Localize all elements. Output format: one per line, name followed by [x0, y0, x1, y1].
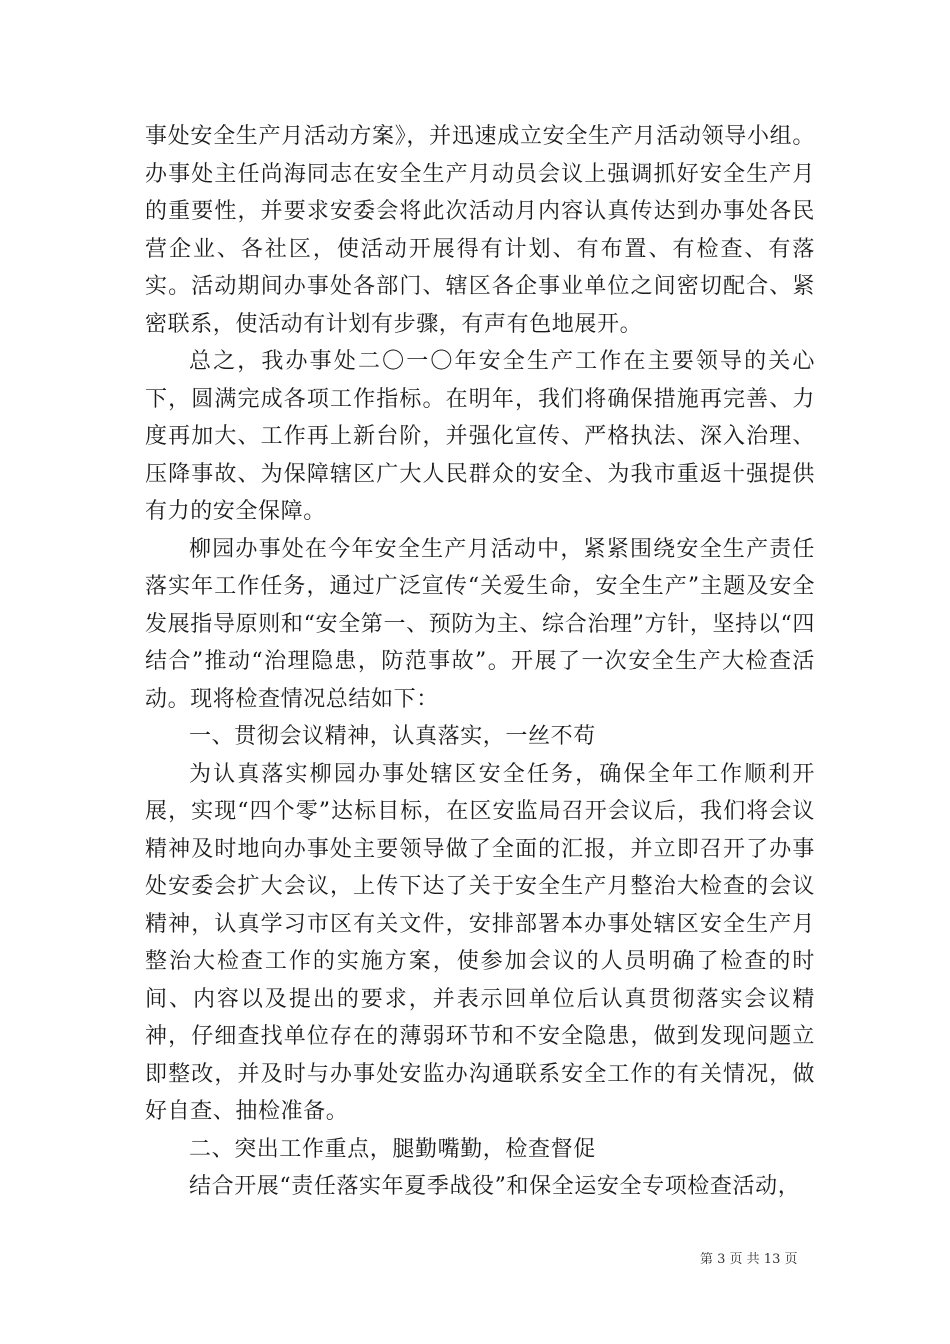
section-heading-2: 二、突出工作重点，腿勤嘴勤，检查督促	[189, 1136, 596, 1162]
section-heading-1: 一、贯彻会议精神，认真落实，一丝不苟	[189, 724, 596, 749]
paragraph-4: 为认真落实柳园办事处辖区安全任务，确保全年工作顺利开展，实现“四个零”达标目标，在区安监局召开会议后，我们将会议精神及时地向办事处主要领导做了全面的汇报，并立即召开了办事处安委会扩大会议，上传下达了关于安全生产月整治大检查的会议精神，认真学习市区有关文件，安排部署本办事处辖区安全生产月整治大检查工作的实施方案，使参加会议的人员明确了检查的时间、内容以及提出的要求，并表示回单位后认真贯彻落实会议精神，仔细查找单位存在的薄弱环节和不安全隐患，做到发现问题立即整改，并及时与办事处安监办沟通联系安全工作的有关情况，做好自查、抽检准备。	[145, 761, 815, 1124]
page-number-footer: 第 3 页 共 13 页	[700, 1252, 798, 1267]
paragraph-1: 事处安全生产月活动方案》，并迅速成立安全生产月活动领导小组。办事处主任尚海同志在安全生产月动员会议上强调抓好安全生产月的重要性，并要求安委会将此次活动月内容认真传达到办事处各民营企业、各社区，使活动开展得有计划、有布置、有检查、有落实。活动期间办事处各部门、辖区各企事业单位之间密切配合、紧密联系，使活动有计划有步骤，有声有色地展开。	[145, 124, 815, 337]
paragraph-2: 总之，我办事处二〇一〇年安全生产工作在主要领导的关心下，圆满完成各项工作指标。在明年，我们将确保措施再完善、力度再加大、工作再上新台阶，并强化宣传、严格执法、深入治理、压降事故、为保障辖区广大人民群众的安全、为我市重返十强提供有力的安全保障。	[145, 349, 815, 524]
paragraph-5: 结合开展“责任落实年夏季战役”和保全运安全专项检查活动，	[189, 1174, 801, 1199]
paragraph-3: 柳园办事处在今年安全生产月活动中，紧紧围绕安全生产责任落实年工作任务，通过广泛宣传“关爱生命，安全生产”主题及安全发展指导原则和“安全第一、预防为主、综合治理”方针，坚持以“四结合”推动“治理隐患，防范事故”。开展了一次安全生产大检查活动。现将检查情况总结如下：	[145, 536, 815, 712]
document-body	[145, 118, 815, 1206]
